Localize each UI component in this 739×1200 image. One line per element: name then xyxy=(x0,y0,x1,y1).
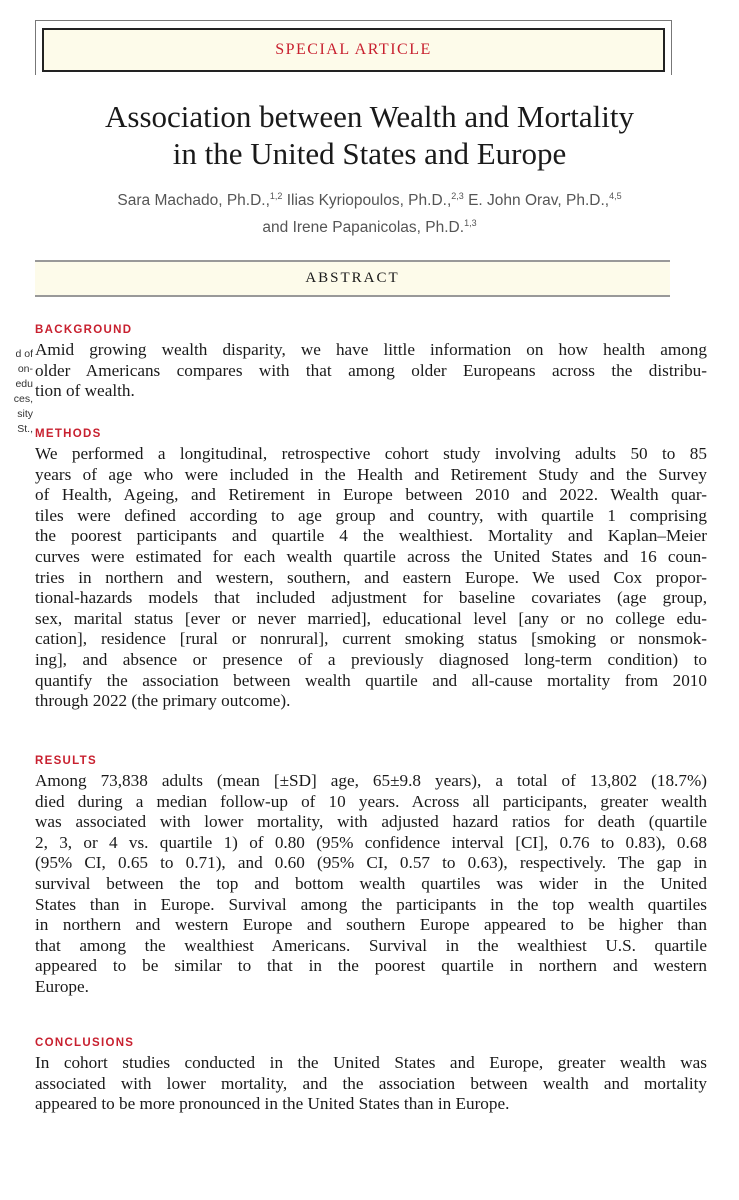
text-line: Europe. xyxy=(35,976,89,996)
margin-text-fragment xyxy=(0,347,33,437)
section-background xyxy=(35,320,707,402)
author-affiliation: 4,5 xyxy=(609,191,622,201)
text-line: quantify the association between wealth quartile and all-cause mortality from 2010 xyxy=(35,670,707,690)
section-body xyxy=(35,771,707,998)
section-body xyxy=(35,1053,707,1115)
author-name: E. John Orav, Ph.D., xyxy=(463,192,610,209)
title-line: in the United States and Europe xyxy=(172,136,567,171)
text-line: tries in northern and western, southern, and eastern Europe. We used Cox propor- xyxy=(35,567,707,587)
text-line: Among 73,838 adults (mean [±SD] age, 65±9.8 years), a total of 13,802 (18.7%) xyxy=(35,771,707,790)
author-name: Ilias Kyriopoulos, Ph.D., xyxy=(282,192,452,209)
section-heading: METHODS xyxy=(35,428,102,440)
text-line: ing], and absence or presence of a previously diagnosed long-term condition) to xyxy=(35,649,707,669)
text-line: in northern and western Europe and southern Europe appeared to be higher than xyxy=(35,915,707,935)
author-name: Sara Machado, Ph.D., xyxy=(117,192,270,209)
author-affiliation: 1,2 xyxy=(269,191,283,201)
text-line: survival between the top and bottom wealth quartiles was wider in the United xyxy=(35,873,707,893)
text-line: that among the wealthiest Americans. Survival in the wealthiest U.S. quartile xyxy=(35,935,707,955)
margin-line: St., xyxy=(17,423,33,435)
section-results xyxy=(35,751,707,998)
section-conclusions xyxy=(35,1033,707,1115)
text-line: States than in Europe. Survival among the participants in the top wealth quartiles xyxy=(35,894,707,914)
text-line: tion of wealth. xyxy=(35,381,135,401)
text-line: appeared to be similar to that in the poorest quartile in northern and western xyxy=(35,956,707,976)
title-line: Association between Wealth and Mortality xyxy=(105,99,634,134)
article-title xyxy=(0,98,739,172)
author-name: and Irene Papanicolas, Ph.D. xyxy=(262,219,465,236)
margin-line: ces, xyxy=(13,393,33,405)
author-affiliation: 2,3 xyxy=(451,191,464,201)
section-heading: CONCLUSIONS xyxy=(35,1037,135,1049)
section-heading: BACKGROUND xyxy=(35,324,133,336)
text-line: curves were estimated for each wealth quartile across the United States and 16 coun- xyxy=(35,546,707,566)
text-line: 2, 3, or 4 vs. quartile 1) of 0.80 (95% confidence interval [CI], 0.76 to 0.83), 0.68 xyxy=(35,832,707,852)
article-type-banner xyxy=(42,28,665,72)
text-line: (95% CI, 0.65 to 0.71), and 0.60 (95% CI, 0.57 to 0.63), respectively. The gap in xyxy=(35,853,707,873)
section-body xyxy=(35,340,707,402)
text-line: of Health, Ageing, and Retirement in Europe between 2010 and 2022. Wealth quar- xyxy=(35,485,707,505)
text-line: appeared to be more pronounced in the United States than in Europe. xyxy=(35,1094,510,1114)
text-line: We performed a longitudinal, retrospective cohort study involving adults 50 to 85 xyxy=(35,444,707,463)
margin-line: d of xyxy=(15,348,33,360)
text-line: tiles were defined according to age group and country, with quartile 1 comprising xyxy=(35,505,707,525)
text-line: tional-hazards models that included adjustment for baseline covariates (age group, xyxy=(35,588,707,608)
margin-line: on- xyxy=(17,363,33,375)
text-line: sex, marital status [ever or never married], educational level [any or no college edu- xyxy=(35,608,707,628)
abstract-band xyxy=(35,260,670,297)
section-body xyxy=(35,444,707,712)
author-affiliation: 1,3 xyxy=(464,218,477,228)
text-line: associated with lower mortality, and the association between wealth and mortality xyxy=(35,1073,707,1093)
text-line: was associated with lower mortality, with adjusted hazard ratios for death (quartile xyxy=(35,812,707,832)
text-line: died during a median follow-up of 10 years. Across all participants, greater wealth xyxy=(35,791,707,811)
text-line: older Americans compares with that among older Europeans across the distribu- xyxy=(35,360,707,380)
section-heading: RESULTS xyxy=(35,755,97,767)
text-line: In cohort studies conducted in the United States and Europe, greater wealth was xyxy=(35,1053,707,1072)
text-line: through 2022 (the primary outcome). xyxy=(35,691,291,711)
abstract-heading: ABSTRACT xyxy=(305,270,400,286)
text-line: Amid growing wealth disparity, we have little information on how health among xyxy=(35,340,707,359)
margin-line: sity xyxy=(17,408,33,420)
text-line: the poorest participants and quartile 4 the wealthiest. Mortality and Kaplan–Meier xyxy=(35,526,707,546)
text-line: cation], residence [rural or nonrural], current smoking status [smoking or nonsmok- xyxy=(35,629,707,649)
article-type-label: SPECIAL ARTICLE xyxy=(275,41,432,58)
margin-line: edu xyxy=(15,378,33,390)
text-line: years of age who were included in the Health and Retirement Study and the Survey xyxy=(35,464,707,484)
author-list xyxy=(0,185,739,239)
section-methods xyxy=(35,424,707,712)
